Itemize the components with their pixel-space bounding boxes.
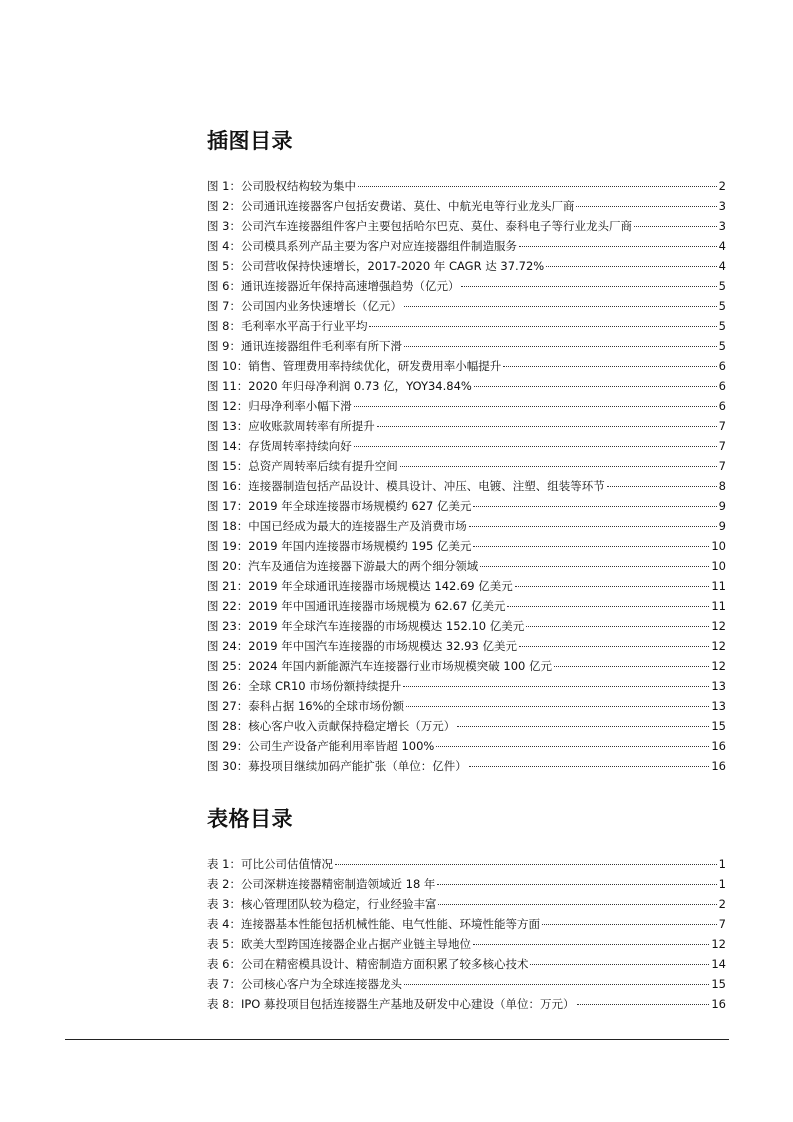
figure-entry-page-number: 5 [718,319,726,333]
figure-entry-page-number: 5 [718,339,726,353]
dot-leader [358,186,717,187]
figure-entry-label: 图 27： [207,699,249,713]
figure-entry-label: 图 3： [207,219,241,233]
dot-leader [469,526,717,527]
figure-list [207,176,726,776]
dot-leader [400,466,717,467]
table-entry-label: 表 4： [207,917,241,931]
table-entry-title: 核心管理团队较为稳定，行业经验丰富 [240,897,437,911]
footer-divider [65,1039,729,1040]
figure-entry-title: 公司生产设备产能利用率皆超 100% [248,739,435,753]
figure-entry-title: 2019 年全球汽车连接器的市场规模达 152.10 亿美元 [248,619,525,633]
dot-leader [546,266,716,267]
figure-entry-page-number: 2 [718,179,726,193]
dot-leader [354,446,717,447]
figure-entry-page-number: 11 [711,599,726,613]
dot-leader [377,426,717,427]
figure-entry[interactable] [207,376,726,396]
table-list [207,854,726,1014]
dot-leader [473,944,709,945]
figure-entry-page-number: 16 [711,739,726,753]
figure-entry-label: 图 23： [207,619,249,633]
figure-entry-page-number: 4 [718,259,726,273]
figure-entry-label: 图 28： [207,719,249,733]
figure-entry[interactable] [207,296,726,316]
figure-entry-title: 2019 年全球通讯连接器市场规模达 142.69 亿美元 [248,579,513,593]
figure-entry-page-number: 6 [718,379,726,393]
figure-entry-label: 图 6： [207,279,241,293]
figure-entry-page-number: 7 [718,439,726,453]
figure-entry[interactable] [207,236,726,256]
figure-entry[interactable] [207,596,726,616]
figure-entry[interactable] [207,716,726,736]
table-list-title: 表格目录 [207,807,293,831]
table-entry-page-number: 15 [711,977,726,991]
figure-entry[interactable] [207,456,726,476]
table-entry[interactable] [207,994,726,1014]
table-entry-title: 连接器基本性能包括机械性能、电气性能、环境性能等方面 [240,917,540,931]
figure-entry-page-number: 4 [718,239,726,253]
figure-entry-page-number: 5 [718,299,726,313]
table-entry[interactable] [207,854,726,874]
figure-entry-page-number: 12 [711,619,726,633]
figure-entry[interactable] [207,176,726,196]
figure-entry[interactable] [207,416,726,436]
figure-entry-title: 中国已经成为最大的连接器生产及消费市场 [248,519,467,533]
figure-entry-page-number: 7 [718,419,726,433]
dot-leader [437,884,716,885]
figure-entry[interactable] [207,196,726,216]
dot-leader [530,964,709,965]
figure-entry[interactable] [207,736,726,756]
figure-entry-title: 销售、管理费用率持续优化，研发费用率小幅提升 [248,359,502,373]
figure-entry-label: 图 2： [207,199,241,213]
dot-leader [403,686,709,687]
figure-entry-label: 图 15： [207,459,249,473]
table-entry-label: 表 8： [207,997,241,1011]
dot-leader [461,286,716,287]
figure-entry-title: 全球 CR10 市场份额持续提升 [248,679,402,693]
figure-entry-page-number: 7 [718,459,726,473]
table-entry-page-number: 12 [711,937,726,951]
figure-entry-page-number: 12 [711,639,726,653]
figure-entry-page-number: 13 [711,679,726,693]
figure-entry-label: 图 12： [207,399,249,413]
figure-entry-label: 图 30： [207,759,249,773]
figure-entry-title: 2019 年国内连接器市场规模约 195 亿美元 [248,539,472,553]
figure-entry-title: 募投项目继续加码产能扩张（单位：亿件） [248,759,467,773]
figure-entry-title: 通讯连接器组件毛利率有所下滑 [240,339,402,353]
figure-entry-label: 图 24： [207,639,249,653]
table-entry-label: 表 5： [207,937,241,951]
figure-entry[interactable] [207,256,726,276]
figure-entry[interactable] [207,476,726,496]
table-entry-label: 表 7： [207,977,241,991]
table-entry-label: 表 2： [207,877,241,891]
figure-entry-page-number: 6 [718,399,726,413]
table-entry-title: 公司在精密模具设计、精密制造方面积累了较多核心技术 [240,957,529,971]
dot-leader [519,646,709,647]
figure-entry-page-number: 10 [711,539,726,553]
dot-leader [503,366,716,367]
dot-leader [526,626,709,627]
figure-entry-title: 泰科占据 16%的全球市场份额 [248,699,405,713]
figure-entry[interactable] [207,316,726,336]
table-entry-title: IPO 募投项目包括连接器生产基地及研发中心建设（单位：万元） [240,997,575,1011]
dot-leader [406,706,709,707]
table-entry[interactable] [207,974,726,994]
figure-entry-title: 应收账款周转率有所提升 [248,419,375,433]
figure-entry[interactable] [207,216,726,236]
dot-leader [480,566,709,567]
figure-entry-label: 图 11： [207,379,249,393]
dot-leader [473,506,716,507]
figure-entry[interactable] [207,356,726,376]
dot-leader [473,546,709,547]
figure-entry-title: 毛利率水平高于行业平均 [240,319,368,333]
table-entry-label: 表 1： [207,857,241,871]
figure-entry[interactable] [207,556,726,576]
figure-entry[interactable] [207,516,726,536]
figure-entry-label: 图 4： [207,239,241,253]
figure-entry-title: 总资产周转率后续有提升空间 [248,459,398,473]
figure-entry-page-number: 11 [711,579,726,593]
table-entry-page-number: 14 [711,957,726,971]
figure-entry-title: 公司汽车连接器组件客户主要包括哈尔巴克、莫仕、泰科电子等行业龙头厂商 [240,219,632,233]
figure-entry[interactable] [207,756,726,776]
figure-entry-title: 存货周转率持续向好 [248,439,352,453]
figure-entry[interactable] [207,396,726,416]
figure-entry-label: 图 18： [207,519,249,533]
table-entry-page-number: 2 [718,897,726,911]
figure-entry-title: 2024 年国内新能源汽车连接器行业市场规模突破 100 亿元 [248,659,552,673]
table-entry-page-number: 1 [718,857,726,871]
dot-leader [634,226,717,227]
dot-leader [577,1004,710,1005]
figure-entry-label: 图 20： [207,559,249,573]
figure-entry-label: 图 19： [207,539,249,553]
table-entry-title: 公司核心客户为全球连接器龙头 [240,977,402,991]
table-entry-title: 欧美大型跨国连接器企业占据产业链主导地位 [240,937,471,951]
table-entry-label: 表 6： [207,957,241,971]
figure-entry-title: 归母净利率小幅下滑 [248,399,352,413]
figure-entry-page-number: 5 [718,279,726,293]
figure-entry-title: 通讯连接器近年保持高速增强趋势（亿元） [240,279,460,293]
figure-entry[interactable] [207,676,726,696]
table-entry[interactable] [207,914,726,934]
dot-leader [436,746,709,747]
dot-leader [369,326,716,327]
figure-entry[interactable] [207,616,726,636]
figure-entry[interactable] [207,636,726,656]
dot-leader [542,924,717,925]
figure-entry-label: 图 10： [207,359,249,373]
figure-entry-title: 公司通讯连接器客户包括安费诺、莫仕、中航光电等行业龙头厂商 [240,199,575,213]
figure-entry[interactable] [207,436,726,456]
figure-entry-page-number: 8 [718,479,726,493]
figure-entry-page-number: 10 [711,559,726,573]
dot-leader [515,586,710,587]
table-entry[interactable] [207,934,726,954]
figure-entry-label: 图 22： [207,599,249,613]
figure-entry-label: 图 21： [207,579,249,593]
table-entry-title: 可比公司估值情况 [240,857,333,871]
dot-leader [354,406,717,407]
table-entry[interactable] [207,894,726,914]
figure-entry-title: 公司模具系列产品主要为客户对应连接器组件制造服务 [240,239,517,253]
figure-entry-label: 图 13： [207,419,249,433]
figure-entry-title: 2019 年中国通讯连接器市场规模为 62.67 亿美元 [248,599,506,613]
table-entry-label: 表 3： [207,897,241,911]
figure-entry-page-number: 9 [718,499,726,513]
figure-entry-label: 图 7： [207,299,241,313]
figure-entry[interactable] [207,696,726,716]
figure-entry-page-number: 9 [718,519,726,533]
figure-entry[interactable] [207,496,726,516]
figure-entry[interactable] [207,276,726,296]
dot-leader [474,386,717,387]
figure-entry-title: 公司营收保持快速增长，2017-2020 年 CAGR 达 37.72% [240,259,545,273]
figure-entry-page-number: 3 [718,219,726,233]
figure-entry-page-number: 13 [711,699,726,713]
figure-entry-page-number: 12 [711,659,726,673]
figure-entry-label: 图 14： [207,439,249,453]
table-entry-page-number: 1 [718,877,726,891]
dot-leader [404,346,717,347]
figure-list-title: 插图目录 [207,129,293,153]
figure-entry-title: 2020 年归母净利润 0.73 亿，YOY34.84% [248,379,472,393]
figure-entry-label: 图 29： [207,739,249,753]
table-entry-page-number: 16 [711,997,726,1011]
figure-entry-label: 图 9： [207,339,241,353]
dot-leader [607,486,717,487]
figure-entry-title: 汽车及通信为连接器下游最大的两个细分领域 [248,559,479,573]
figure-entry-title: 公司股权结构较为集中 [240,179,356,193]
figure-entry[interactable] [207,576,726,596]
figure-entry-page-number: 15 [711,719,726,733]
dot-leader [438,904,716,905]
figure-entry-title: 2019 年中国汽车连接器的市场规模达 32.93 亿美元 [248,639,517,653]
dot-leader [457,726,709,727]
figure-entry-title: 核心客户收入贡献保持稳定增长（万元） [248,719,456,733]
figure-entry-label: 图 8： [207,319,241,333]
table-entry-page-number: 7 [718,917,726,931]
dot-leader [576,206,716,207]
figure-entry[interactable] [207,336,726,356]
table-entry[interactable] [207,954,726,974]
dot-leader [519,246,717,247]
figure-entry[interactable] [207,536,726,556]
table-entry[interactable] [207,874,726,894]
figure-entry-label: 图 16： [207,479,249,493]
dot-leader [404,984,709,985]
table-entry-title: 公司深耕连接器精密制造领域近 18 年 [240,877,436,891]
figure-entry[interactable] [207,656,726,676]
figure-entry-label: 图 1： [207,179,241,193]
dot-leader [335,864,717,865]
dot-leader [404,306,717,307]
figure-entry-label: 图 26： [207,679,249,693]
figure-entry-label: 图 25： [207,659,249,673]
dot-leader [469,766,710,767]
figure-entry-page-number: 6 [718,359,726,373]
figure-entry-title: 连接器制造包括产品设计、模具设计、冲压、电镀、注塑、组装等环节 [248,479,605,493]
figure-entry-page-number: 3 [718,199,726,213]
dot-leader [507,606,709,607]
figure-entry-label: 图 5： [207,259,241,273]
dot-leader [554,666,709,667]
figure-entry-label: 图 17： [207,499,249,513]
figure-entry-title: 2019 年全球连接器市场规模约 627 亿美元 [248,499,472,513]
figure-entry-title: 公司国内业务快速增长（亿元） [240,299,402,313]
figure-entry-page-number: 16 [711,759,726,773]
